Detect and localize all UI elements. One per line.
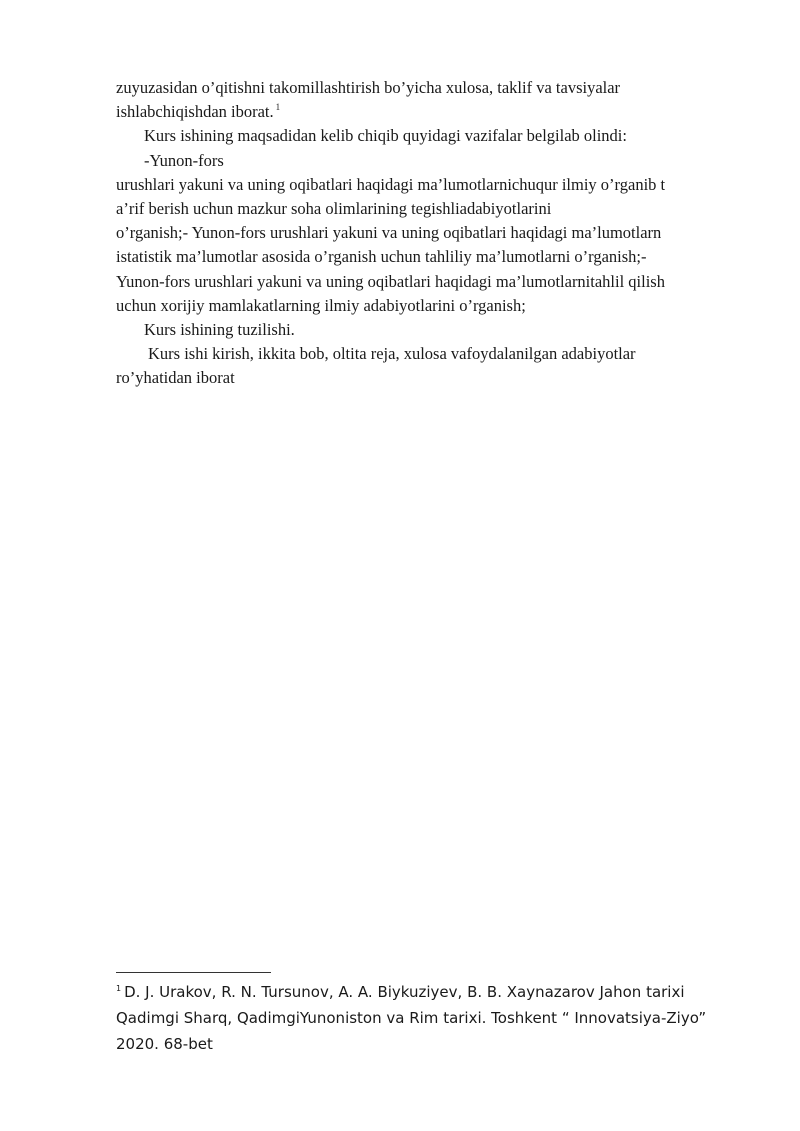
text-line: zuyuzasidan o’qitishni takomillashtirish bo’yicha xulosa, taklif va tavsiyalar (116, 78, 621, 97)
text-line: Yunon-fors urushlari yakuni va uning oqibatlari haqidagi ma’lumotlarnitahlil qilish (116, 271, 665, 291)
text-line: o’rganish;- Yunon-fors urushlari yakuni va uning oqibatlari haqidagi ma’lumotlarn (116, 223, 662, 243)
body-text (116, 76, 756, 391)
text-line: ro’yhatidan iborat (116, 368, 235, 388)
footnote-text: D. J. Urakov, R. N. Tursunov, A. A. Biykuziyev, B. B. Xaynazarov Jahon tarixi (124, 983, 685, 1001)
footnote-mark: 1 (116, 984, 122, 993)
text-line: uchun xorijiy mamlakatlarning ilmiy adabiyotlarini o’rganish; (116, 295, 526, 315)
text-line: a’rif berish uchun mazkur soha olimlarining tegishliadabiyotlarini (116, 199, 552, 219)
footnote-separator (116, 972, 271, 973)
footnote-reference[interactable]: 1 (275, 102, 281, 113)
text-line (116, 100, 756, 124)
text-line: Kurs ishining maqsadidan kelib chiqib quyidagi vazifalar belgilab olindi: (144, 126, 627, 146)
text-line: Kurs ishining tuzilishi. (144, 320, 295, 340)
text-line: istatistik ma’lumotlar asosida o’rganish uchun tahliliy ma’lumotlarni o’rganish;- (116, 247, 647, 267)
footnote-line (116, 979, 776, 1005)
text-line-content: ishlabchiqishdan iborat. (116, 102, 274, 122)
text-line: -Yunon-fors (144, 150, 224, 170)
footnote (116, 979, 776, 1057)
text-line: Kurs ishi kirish, ikkita bob, oltita reja, xulosa vafoydalanilgan adabiyotlar (148, 344, 636, 364)
footnote-line: Qadimgi Sharq, QadimgiYunoniston va Rim tarixi. Toshkent “ Innovatsiya-Ziyo” (116, 1009, 707, 1027)
footnote-line: 2020. 68-bet (116, 1035, 213, 1053)
text-line: urushlari yakuni va uning oqibatlari haqidagi ma’lumotlarnichuqur ilmiy o’rganib t (116, 174, 666, 194)
